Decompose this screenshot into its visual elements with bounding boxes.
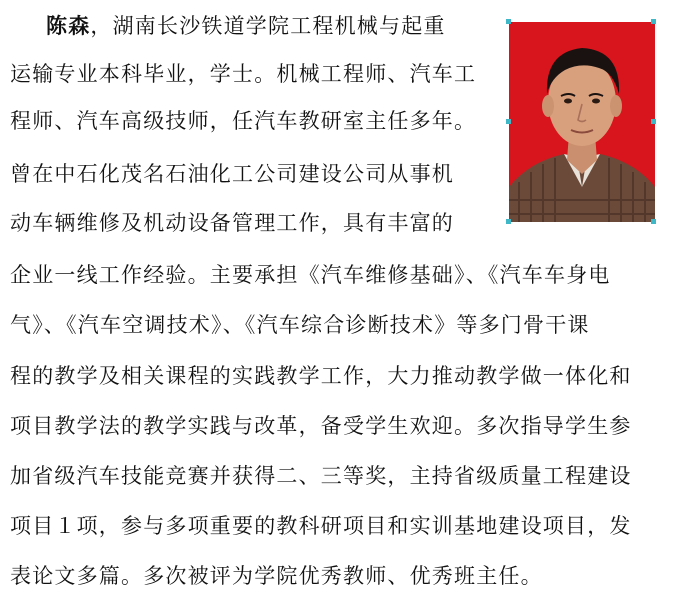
portrait-illustration bbox=[509, 22, 655, 222]
text-line-6: 企业一线工作经验。主要承担《汽车维修基础》、《汽车车身电 bbox=[10, 263, 611, 287]
photo-resize-handle-middle-right[interactable] bbox=[651, 119, 656, 124]
photo-resize-handle-bottom-left[interactable] bbox=[506, 219, 511, 224]
text-line-8: 程的教学及相关课程的实践教学工作，大力推动教学做一体化和 bbox=[10, 364, 632, 388]
photo-resize-handle-top-right[interactable] bbox=[651, 19, 656, 24]
text-line-3: 程师、汽车高级技师，任汽车教研室主任多年。 bbox=[10, 109, 477, 133]
photo-resize-handle-middle-left[interactable] bbox=[506, 119, 511, 124]
text-line-5: 动车辆维修及机动设备管理工作，具有丰富的 bbox=[10, 211, 454, 235]
text-line-10: 加省级汽车技能竞赛并获得二、三等奖，主持省级质量工程建设 bbox=[10, 464, 632, 488]
photo-resize-handle-top-left[interactable] bbox=[506, 19, 511, 24]
text-line-1 bbox=[46, 6, 496, 46]
text-line-11: 项目１项，参与多项重要的教科研项目和实训基地建设项目，发 bbox=[10, 514, 632, 538]
text-line-1-body: ，湖南长沙铁道学院工程机械与起重 bbox=[90, 14, 446, 38]
text-line-4: 曾在中石化茂名石油化工公司建设公司从事机 bbox=[10, 162, 454, 186]
person-name: 陈森 bbox=[46, 14, 91, 38]
text-line-12: 表论文多篇。多次被评为学院优秀教师、优秀班主任。 bbox=[10, 564, 543, 588]
portrait-photo[interactable] bbox=[509, 22, 655, 222]
photo-resize-handle-bottom-right[interactable] bbox=[651, 219, 656, 224]
text-line-9: 项目教学法的教学实践与改革，备受学生欢迎。多次指导学生参 bbox=[10, 414, 632, 438]
text-line-2: 运输专业本科毕业，学士。机械工程师、汽车工 bbox=[10, 62, 477, 86]
text-line-7: 气》、《汽车空调技术》、《汽车综合诊断技术》等多门骨干课 bbox=[10, 313, 590, 337]
